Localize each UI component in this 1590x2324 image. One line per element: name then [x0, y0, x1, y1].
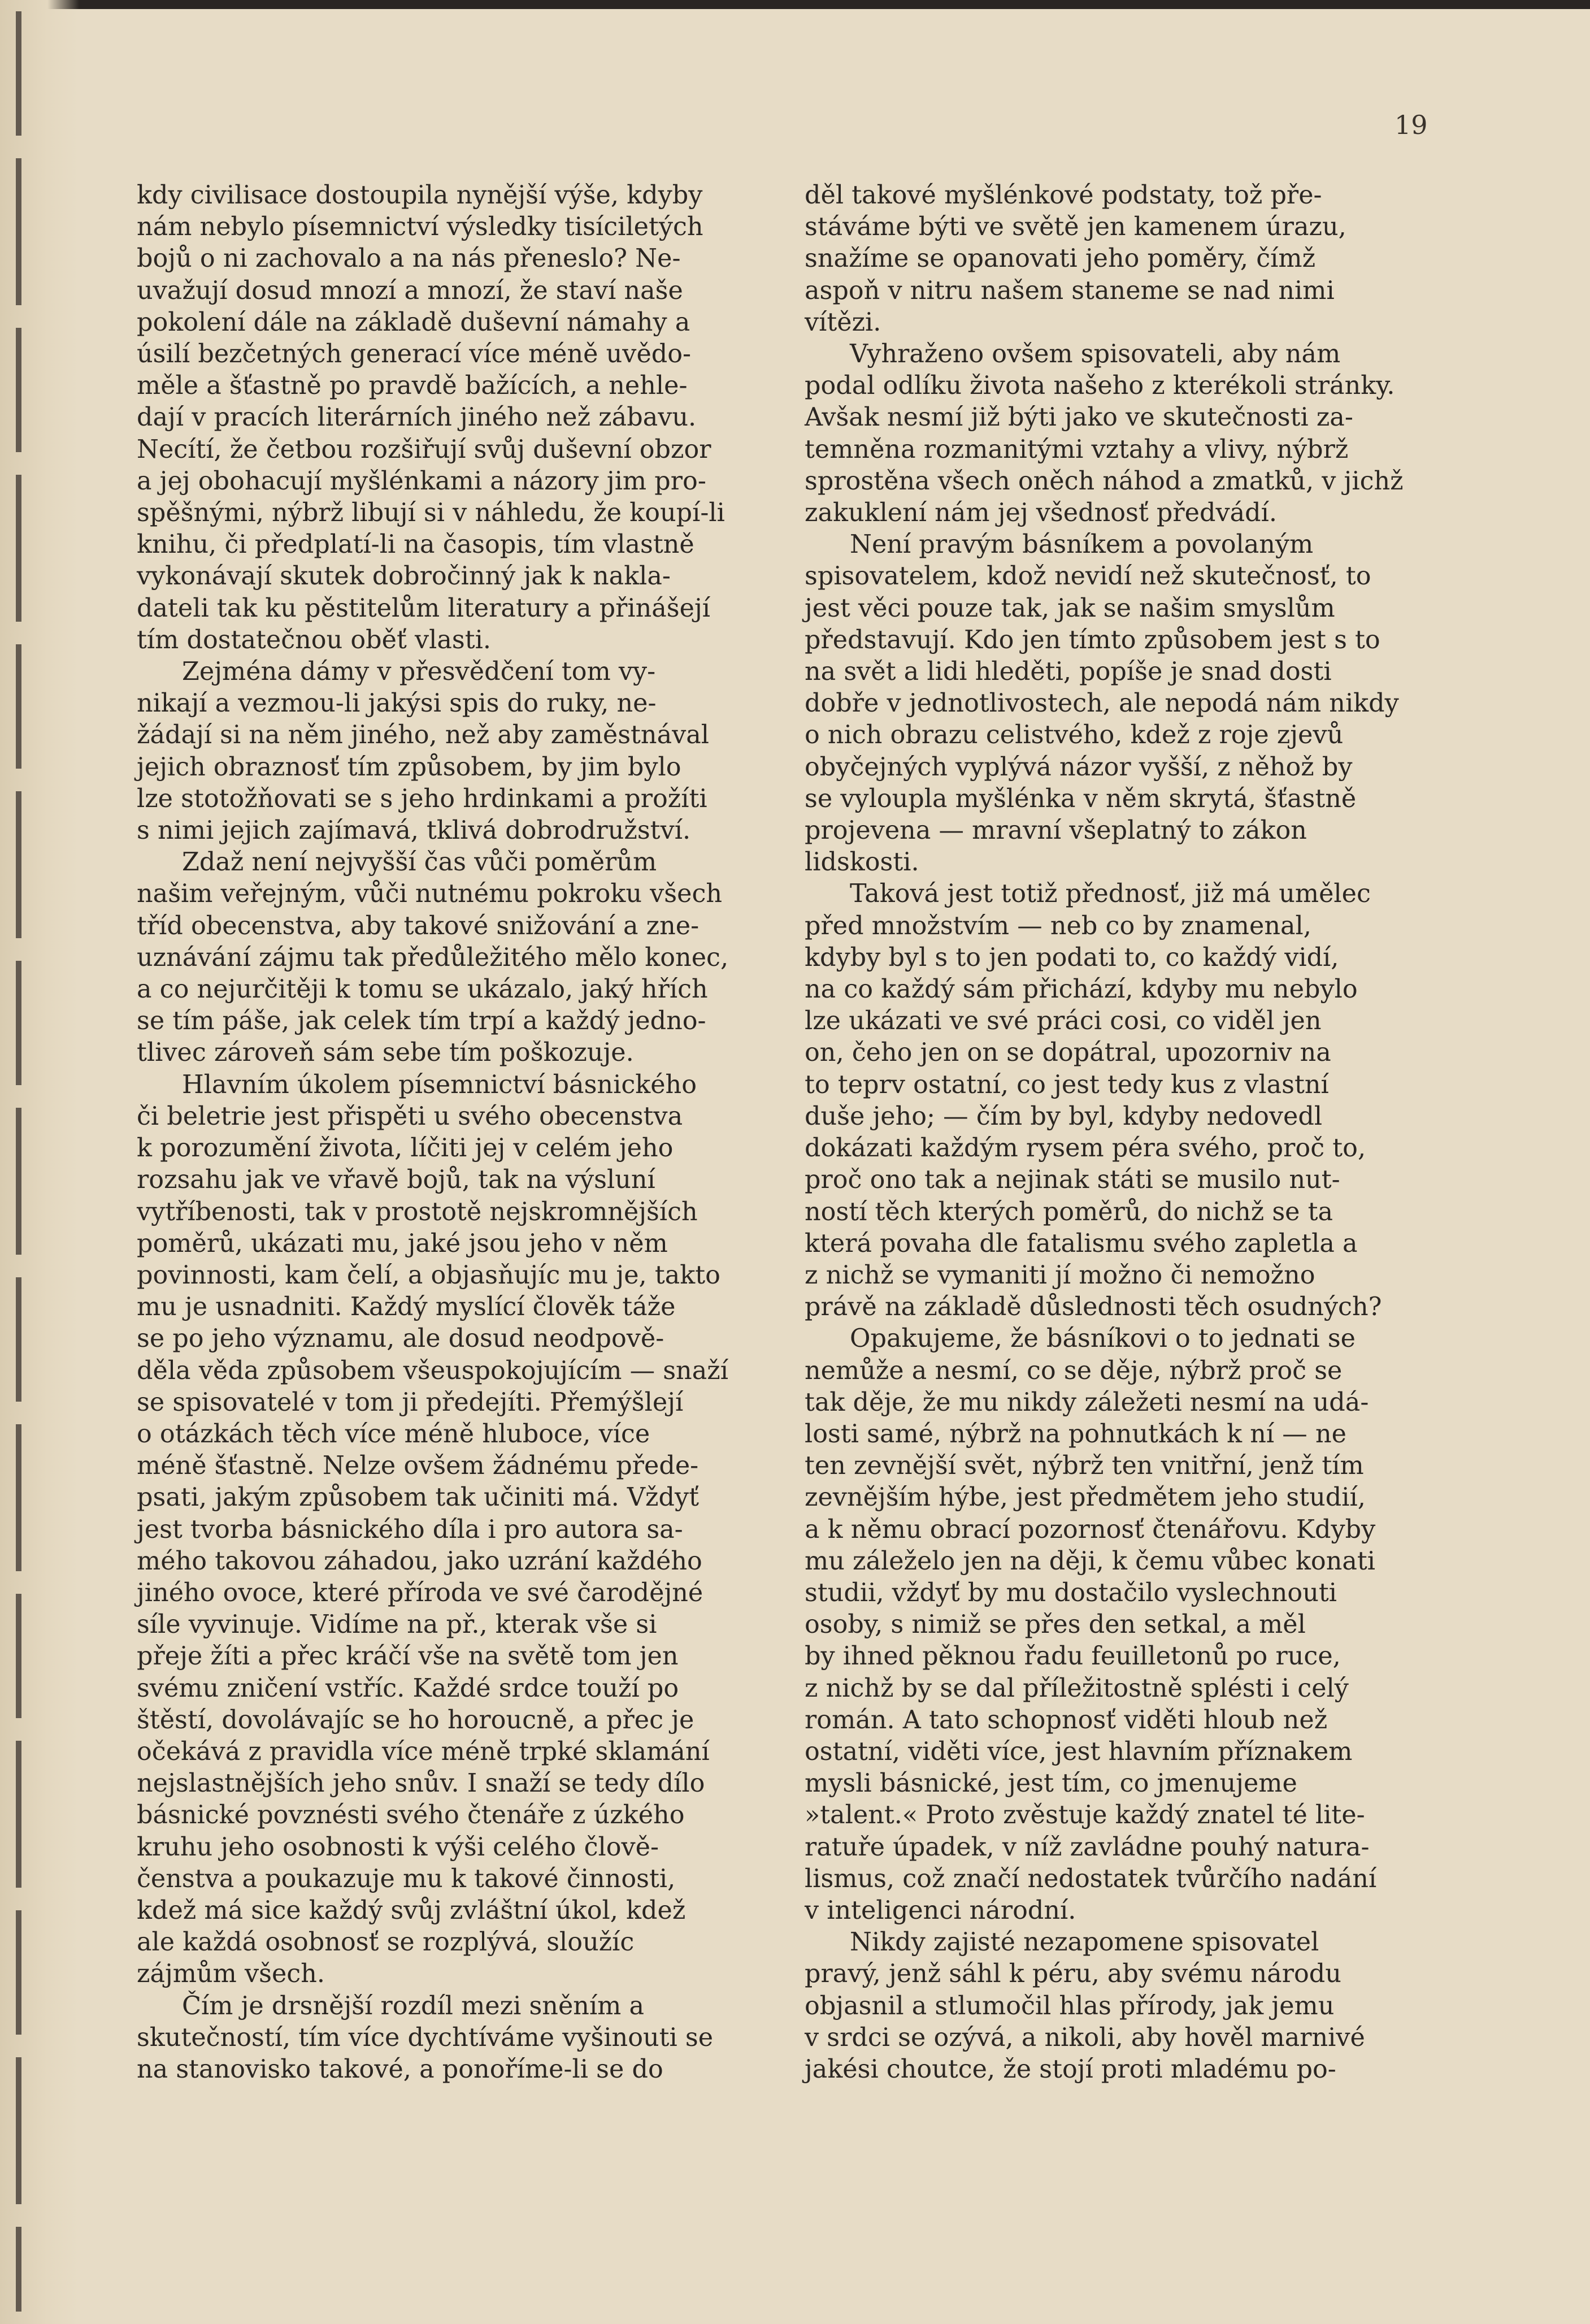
- paragraph: Zejména dámy v přesvědčení tom vy- nikají a vezmou-li jakýsi spis do ruky, ne- žádají si na něm jiného, než aby zaměstnával jejich obraznosť tím způsobem, by jim bylo lze stotožňovati se s jeho hrdinkami a prožíti s nimi jejich zajímavá, tklivá dobrodružství.: [137, 657, 710, 846]
- top-page-edge: [0, 0, 1590, 9]
- left-page-margin-shadow: [0, 0, 79, 2324]
- paragraph: děl takové myšlénkové podstaty, tož pře- stáváme býti ve světě jen kamenem úrazu, snažíme se opanovati jeho poměry, čímž aspoň v nitru našem staneme se nad nimi vítězi.: [805, 181, 1346, 337]
- page-number: 19: [1394, 110, 1428, 140]
- paragraph: Není pravým básníkem a povolaným spisovatelem, kdož nevidí než skutečnosť, to jest věci pouze tak, jak se našim smyslům představují. Kdo jen tímto způsobem jest s to na svět a lidi hleděti, popíše je snad dosti dobře v jednotlivostech, ale nepodá nám nikdy o nich obrazu celistvého, kdež z roje zjevů obyčejných vyplývá názor vyšší, z něhož by se vyloupla myšlénka v něm skrytá, šťastně projevena — mravní všeplatný to zákon lidskosti.: [805, 530, 1399, 877]
- left-column: [137, 180, 775, 2085]
- right-column: [805, 180, 1443, 2085]
- paragraph: Opakujeme, že básníkovi o to jednati se nemůže a nesmí, co se děje, nýbrž proč se tak děje, že mu nikdy záležeti nesmí na udá- losti samé, nýbrž na pohnutkách k ní — ne ten zevnější svět, nýbrž ten vnitřní, jenž tím zevnějším hýbe, jest předmětem jeho studií, a k němu obrací pozornosť čtenářovu. Kdyby mu záleželo jen na ději, k čemu vůbec konati studii, vždyť by mu dostačilo vyslechnouti osoby, s nimiž se přes den setkal, a měl by ihned pěknou řadu feuilletonů po ruce, z nichž by se dal příležitostně splésti i celý román. A tato schopnosť viděti hloub než ostatní, viděti více, jest hlavním příznakem mysli básnické, jest tím, co jmenujeme »talent.« Proto zvěstuje každý znatel té lite- ratuře úpadek, v níž zavládne pouhý natura- lismus, což značí nedostatek tvůrčího nadání v inteligenci národní.: [805, 1324, 1377, 1925]
- paragraph: Vyhraženo ovšem spisovateli, aby nám podal odlíku života našeho z kterékoli stránky. Avšak nesmí již býti jako ve skutečnosti za- temněna rozmanitými vztahy a vlivy, nýbrž sprostěna všech oněch náhod a zmatků, v jichž zakuklení nám jej všednosť předvádí.: [805, 340, 1404, 528]
- paragraph: kdy civilisace dostoupila nynější výše, kdyby nám nebylo písemnictví výsledky tisíciletých bojů o ni zachovalo a na nás přeneslo? Ne- uvažují dosud mnozí a mnozí, že staví naše pokolení dále na základě duševní námahy a úsilí bezčetných generací více méně uvědo- měle a šťastně po pravdě bažících, a nehle- dají v pracích literárních jiného než zábavu. Necítí, že četbou rozšiřují svůj duševní obzor a jej obohacují myšlénkami a názory jim pro- spěšnými, nýbrž libují si v náhledu, že koupí-li knihu, či předplatí-li na časopis, tím vlastně vykonávají skutek dobročinný jak k nakla- dateli tak ku pěstitelům literatury a přinášejí tím dostatečnou oběť vlasti.: [137, 181, 725, 654]
- binding-edge: [16, 11, 21, 2312]
- paragraph: Nikdy zajisté nezapomene spisovatel pravý, jenž sáhl k péru, aby svému národu objasnil a stlumočil hlas přírody, jak jemu v srdci se ozývá, a nikoli, aby hověl marnivé jakési choutce, že stojí proti mladému po-: [805, 1928, 1365, 2084]
- paragraph: Zdaž není nejvyšší čas vůči poměrům našim veřejným, vůči nutnému pokroku všech tříd obecenstva, aby takové snižování a zne- uznávání zájmu tak předůležitého mělo konec, a co nejurčitěji k tomu se ukázalo, jaký hřích se tím páše, jak celek tím trpí a každý jedno- tlivec zároveň sám sebe tím poškozuje.: [137, 848, 729, 1068]
- paragraph: Taková jest totiž přednosť, již má umělec před množstvím — neb co by znamenal, kdyby byl s to jen podati to, co každý vidí, na co každý sám přichází, kdyby mu nebylo lze ukázati ve své práci cosi, co viděl jen on, čeho jen on se dopátral, upozorniv na to teprv ostatní, co jest tedy kus z vlastní duše jeho; — čím by byl, kdyby nedovedl dokázati každým rysem péra svého, proč to, proč ono tak a nejinak státi se musilo nut- ností těch kterých poměrů, do nichž se ta která povaha dle fatalismu svého zapletla a z nichž se vymaniti jí možno či nemožno právě na základě důslednosti těch osudných?: [805, 879, 1382, 1322]
- paragraph: Hlavním úkolem písemnictví básnického či beletrie jest přispěti u svého obecenstva k porozumění života, líčiti jej v celém jeho rozsahu jak ve vřavě bojů, tak na výsluní vytříbenosti, tak v prostotě nejskromnějších poměrů, ukázati mu, jaké jsou jeho v něm povinnosti, kam čelí, a objasňujíc mu je, takto mu je usnadniti. Každý myslící člověk táže se po jeho významu, ale dosud neodpově- děla věda způsobem všeuspokojujícím — snaží se spisovatelé v tom ji předejíti. Přemýšlejí o otázkách těch více méně hluboce, více méně šťastně. Nelze ovšem žádnému přede- psati, jakým způsobem tak učiniti má. Vždyť jest tvorba básnického díla i pro autora sa- mého takovou záhadou, jako uzrání každého jiného ovoce, které příroda ve své čarodějné síle vyvinuje. Vidíme na př., kterak vše si přeje žíti a přec kráčí vše na světě tom jen svému zničení vstříc. Každé srdce touží po štěstí, dovolávajíc se ho horoucně, a přec je očekává z pravidla více méně trpké sklamání nejslastnějších jeho snův. I snaží se tedy dílo básnické povznésti svého čtenáře z úzkého kruhu jeho osobnosti k výši celého člově- čenstva a poukazuje mu k takové činnosti, kdež má sice každý svůj zvláštní úkol, kdež ale každá osobnosť se rozplývá, sloužíc zájmům všech.: [137, 1070, 728, 1989]
- paragraph: Čím je drsnější rozdíl mezi sněním a skutečností, tím více dychtíváme vyšinouti se na stanovisko takové, a ponoříme-li se do: [137, 1991, 714, 2084]
